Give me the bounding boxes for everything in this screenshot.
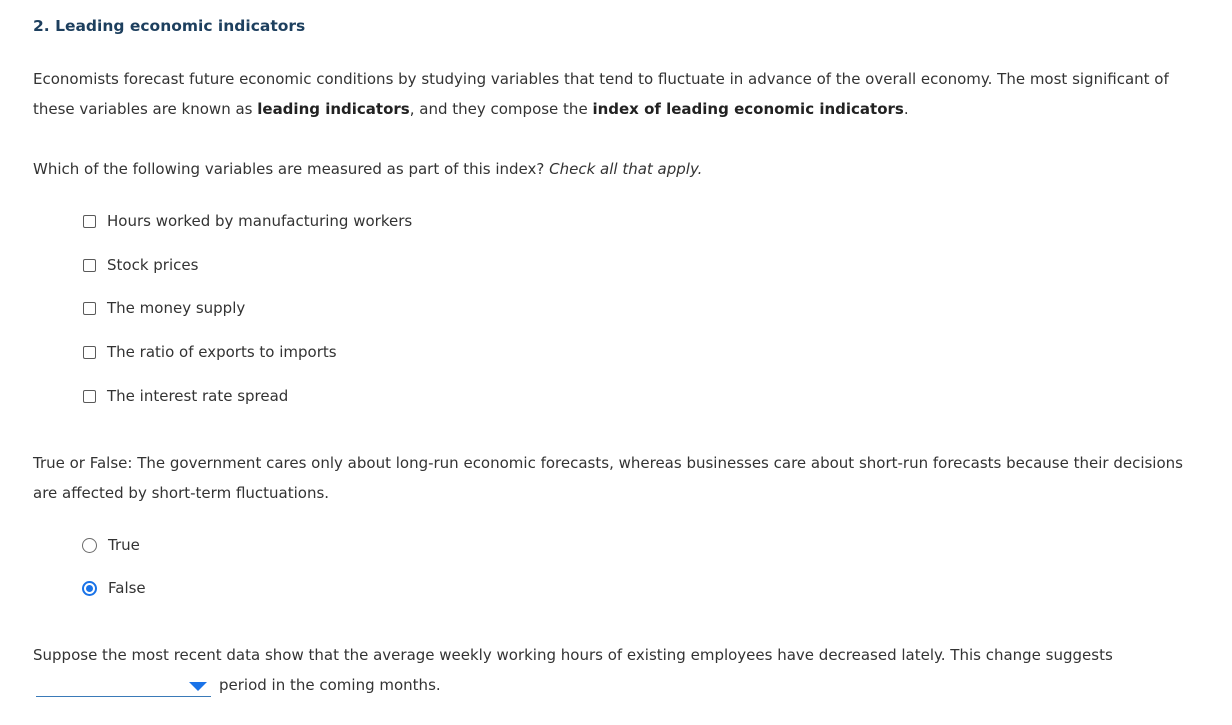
intro-paragraph (33, 64, 1193, 124)
q3-prompt: Suppose the most recent data show that the average weekly working hours of existing employees have decreased lately. This change suggests (33, 646, 1113, 664)
intro-text-1: Economists forecast future economic conditions by studying variables that tend to fluctuate in advance of the overall economy. The most significant of these variables are known as (33, 70, 1169, 118)
q1-option-stock-prices[interactable] (82, 254, 198, 276)
intro-bold-leading-indicators: leading indicators (257, 100, 410, 118)
q1-option-hours-worked[interactable] (82, 210, 412, 232)
checkbox-icon[interactable] (83, 259, 96, 272)
chevron-down-icon[interactable] (189, 682, 207, 691)
radio-selected-icon[interactable] (82, 581, 97, 596)
intro-text-3: . (903, 100, 909, 118)
question-title: 2. Leading economic indicators (33, 17, 306, 35)
q2-option-true[interactable] (82, 534, 140, 556)
q1-option-interest-rate-spread[interactable] (82, 385, 288, 407)
q1-option-label: The ratio of exports to imports (107, 343, 337, 361)
q1-hint: Check all that apply. (549, 160, 703, 178)
q2-option-label: True (108, 536, 140, 554)
q1-option-exports-imports[interactable] (82, 341, 337, 363)
checkbox-icon[interactable] (83, 390, 96, 403)
q1-option-money-supply[interactable] (82, 297, 245, 319)
q1-option-label: The interest rate spread (107, 387, 289, 405)
checkbox-icon[interactable] (83, 215, 96, 228)
q1-option-label: Stock prices (107, 256, 199, 274)
checkbox-icon[interactable] (83, 302, 96, 315)
q1-prompt (33, 154, 1193, 184)
q3-answer-dropdown[interactable] (36, 676, 211, 697)
q1-option-label: The money supply (107, 299, 246, 317)
intro-text-2: , and they compose the (409, 100, 593, 118)
intro-bold-index: index of leading economic indicators (592, 100, 904, 118)
q1-prompt-text: Which of the following variables are measured as part of this index? (33, 160, 545, 178)
checkbox-icon[interactable] (83, 346, 96, 359)
q2-option-false[interactable] (82, 577, 146, 599)
q2-option-label: False (108, 579, 146, 597)
q2-prompt: True or False: The government cares only about long-run economic forecasts, whereas businesses care about short-run forecasts because their decisions are affected by short-term fluctuations. (33, 454, 1183, 502)
q3-suffix: period in the coming months. (219, 676, 441, 694)
q1-option-label: Hours worked by manufacturing workers (107, 212, 413, 230)
radio-icon[interactable] (82, 538, 97, 553)
